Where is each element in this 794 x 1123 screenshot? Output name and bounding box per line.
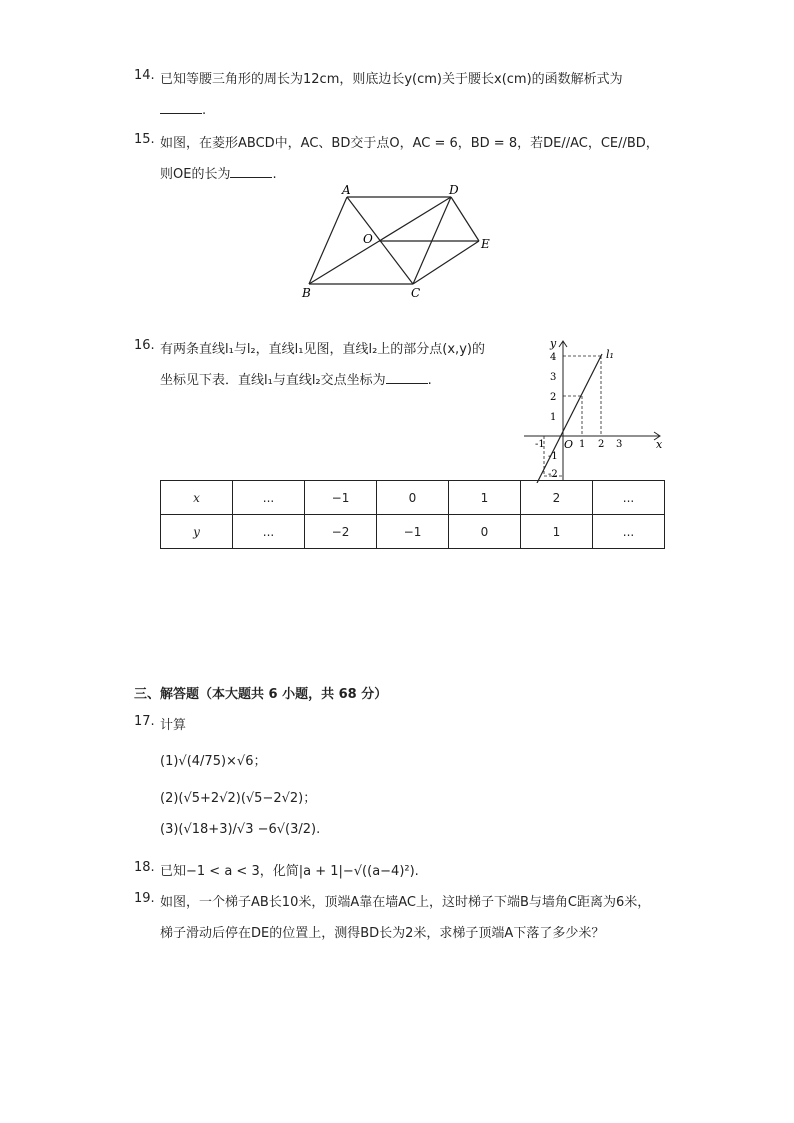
q17-number: 17. (134, 714, 155, 729)
y-tick-3: 3 (550, 372, 557, 383)
q16-line2 (160, 369, 432, 388)
q18-number: 18. (134, 860, 155, 875)
q17-title: 计算 (160, 718, 187, 733)
q17-part2: (2)(√5+2√2)(√5−2√2)； (160, 791, 317, 806)
x-tick-m1: -1 (535, 439, 545, 450)
label-b: B (302, 286, 311, 300)
q14-end: . (202, 103, 207, 118)
table-cell: −2 (305, 515, 377, 549)
y-tick-m1: -1 (548, 451, 558, 462)
q14-text: 已知等腰三角形的周长为12cm，则底边长y(cm)关于腰长x(cm)的函数解析式为 (160, 72, 623, 87)
label-a: A (342, 183, 351, 197)
y-tick-m2: -2 (548, 469, 558, 480)
q16-blank[interactable] (386, 371, 428, 384)
table-cell: x (161, 481, 233, 515)
label-d: D (449, 183, 459, 197)
q19-line2: 梯子滑动后停在DE的位置上，测得BD长为2米，求梯子顶端A下落了多少米？ (160, 926, 605, 941)
y-tick-4: 4 (550, 352, 557, 363)
table-row-y (161, 515, 665, 549)
q15-blank[interactable] (230, 165, 272, 178)
q14-answer-line (160, 101, 206, 118)
label-o: O (363, 232, 373, 246)
table-row-x (161, 481, 665, 515)
q15-line2-text: 则OE的长为 (160, 167, 231, 182)
table-cell: 1 (449, 481, 521, 515)
q19-line1: 如图，一个梯子AB长10米，顶端A靠在墙AC上，这时梯子下端B与墙角C距离为6米， (160, 895, 651, 910)
y-tick-2: 2 (550, 392, 557, 403)
table-cell: ... (593, 515, 665, 549)
q16-line1: 有两条直线l₁与l₂，直线l₁见图，直线l₂上的部分点(x,y)的 (160, 342, 485, 357)
q17-part1: (1)√(4/75)×√6； (160, 754, 267, 769)
l1-label: l₁ (606, 348, 614, 361)
q15-number: 15. (134, 132, 155, 147)
q18-text: 已知−1 < a < 3，化简|a + 1|−√((a−4)²). (160, 864, 419, 879)
q17-part3: (3)(√18+3)/√3 −6√(3/2). (160, 822, 321, 837)
table-cell: ... (233, 515, 305, 549)
q15-line2 (160, 163, 277, 182)
x-axis-label: x (656, 438, 663, 451)
table-cell: 0 (449, 515, 521, 549)
points-table (160, 480, 665, 549)
x-tick-2: 2 (598, 439, 605, 450)
table-cell: 2 (521, 481, 593, 515)
segment-de (451, 197, 479, 241)
table-cell: −1 (377, 515, 449, 549)
q16-line2-text: 坐标见下表．直线l₁与直线l₂交点坐标为 (160, 373, 386, 388)
label-e: E (481, 237, 490, 251)
line-l1-graph (520, 335, 670, 483)
table-cell: −1 (305, 481, 377, 515)
origin-label: O (564, 438, 574, 451)
line-l1-segment (537, 354, 605, 483)
q14-number: 14. (134, 68, 155, 83)
label-c: C (411, 286, 421, 300)
rhombus-figure (290, 180, 500, 305)
q15-end: . (272, 167, 277, 182)
table-cell: y (161, 515, 233, 549)
section-heading: 三、解答题（本大题共 6 小题，共 68 分） (134, 687, 388, 702)
y-tick-1: 1 (550, 412, 557, 423)
y-axis-label: y (550, 337, 557, 350)
edge-ab (309, 197, 347, 284)
table-cell: ... (593, 481, 665, 515)
table-cell: 1 (521, 515, 593, 549)
q15-line1: 如图，在菱形ABCD中，AC、BD交于点O，AC = 6，BD = 8，若DE//AC，CE//BD， (160, 136, 659, 151)
table-cell: ... (233, 481, 305, 515)
x-tick-3: 3 (616, 439, 623, 450)
q16-end: . (427, 373, 432, 388)
x-tick-1: 1 (579, 439, 586, 450)
q19-number: 19. (134, 891, 155, 906)
q16-number: 16. (134, 338, 155, 353)
table-cell: 0 (377, 481, 449, 515)
q14-blank[interactable] (160, 101, 202, 114)
